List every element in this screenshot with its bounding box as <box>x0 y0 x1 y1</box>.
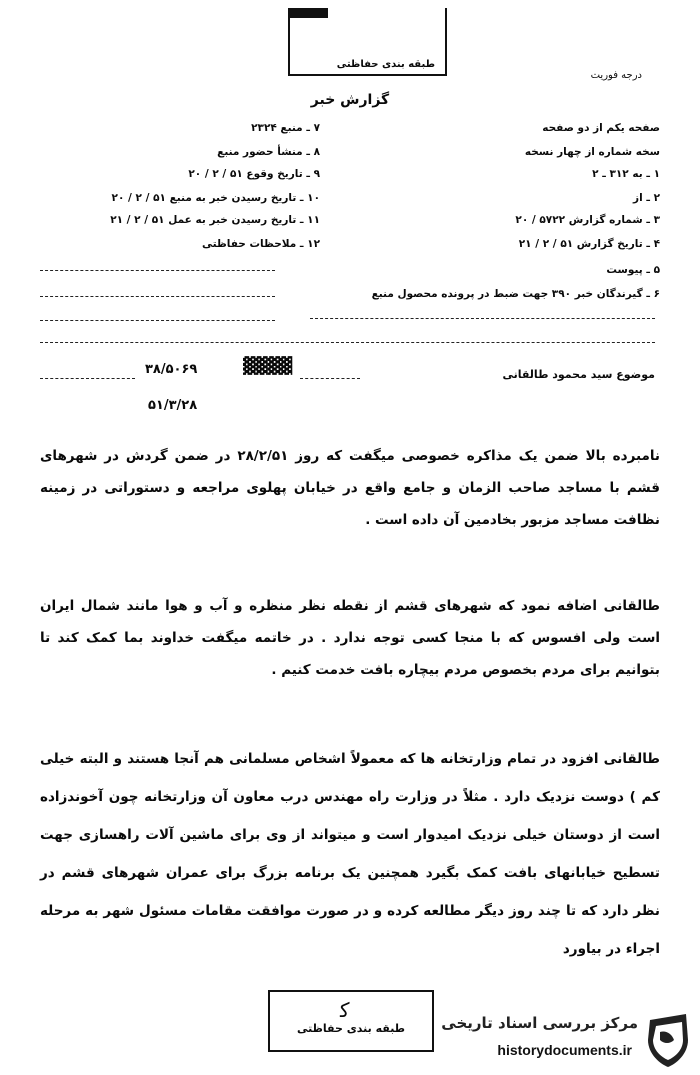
watermark-text-fa: مرکز بررسی اسناد تاریخی <box>441 1014 638 1032</box>
field-label: ۱۱ ـ تاریخ رسیدن خبر به عمل <box>168 214 320 226</box>
header-field-report-date <box>519 238 660 250</box>
field-label: ۱۰ ـ تاریخ رسیدن خبر به منبع <box>169 192 320 204</box>
header-field-from <box>633 192 660 204</box>
body-paragraph-3: طالقانی افزود در تمام وزارتخانه ها که معمولاً اشخاص مسلمانی هم آنجا هستند و البته خیلی کم ) دوست نزدیک دارد . مثلاً در وزارت راه مهندس درب معاون آن وزارتخانه چون آخوندزاده است از دوستان خیلی نزدیک امیدوار است و میتواند از وی برای ماشین آلات راهسازی جهت تسطیح خیابانهای بافت کمک بگیرد همچنین یک برنامه بزرگ برای عمران شهرهای قشم در نظر دارد که تا چند روز دیگر مطالعه کرده و در صورت موافقت مقامات مسئول شهر به مرحله اجراء در بیاورد <box>40 751 660 957</box>
blank-line <box>300 378 360 379</box>
separator-line <box>40 342 655 343</box>
field-value: ۵۱ / ۲ / ۲۱ <box>110 214 165 226</box>
report-title: گزارش خبر <box>310 92 390 108</box>
watermark-text-en: historydocuments.ir <box>497 1042 632 1058</box>
field-label: ۵ ـ پیوست <box>606 264 660 276</box>
field-label: ۹ ـ تاریخ وقوع <box>246 168 320 180</box>
priority-label: درجه فوریت <box>590 70 642 81</box>
header-field-received-source <box>112 192 320 204</box>
field-value: ۵۷۲۲ / ۲۰ <box>515 214 566 226</box>
field-value: ۵۱ / ۲ / ۲۰ <box>111 192 166 204</box>
field-value: ۲۳۲۴ <box>251 122 277 134</box>
field-label: ۱۲ ـ ملاحظات حفاظتی <box>201 238 320 250</box>
blank-line <box>40 378 135 379</box>
field-label: ۳ ـ شماره گزارش <box>568 214 660 226</box>
field-value: ۵۱ / ۲ / ۲۱ <box>518 238 574 250</box>
header-field-origin <box>217 146 320 158</box>
header-field-to <box>592 168 660 180</box>
field-label: ۴ ـ تاریخ گزارش <box>576 238 660 250</box>
document-date: ۵۱/۳/۲۸ <box>148 398 198 413</box>
subject-line <box>503 368 656 381</box>
field-label: ۷ ـ منبع <box>280 122 320 134</box>
subject-value: سید محمود طالقانی <box>502 368 613 381</box>
field-value: ۳۱۲ ـ ۲ <box>592 168 629 180</box>
bottom-stamp-label: طبقه بندی حفاظتی <box>296 1022 406 1035</box>
stamp-label: طبقه بندی حفاظتی <box>336 59 435 70</box>
field-value: ۵۱ / ۲ / ۲۰ <box>188 168 243 180</box>
body-paragraph-2: طالقانی اضافه نمود که شهرهای قشم از نقطه نظر منظره و آب و هوا مانند شمال ایران است ولی افسوس که با منجا کسی توجه ندارد . در خاتمه میگفت خداوند بما کمک کند تا بتوانیم برای مردم بخصوص مردم بیچاره بافت خدمت کنیم . <box>40 598 660 678</box>
field-label: صفحه یکم <box>606 122 660 134</box>
field-label: ۱ ـ به <box>632 168 660 180</box>
body-paragraph-1: نامبرده بالا ضمن یک مذاکره خصوصی میگفت که روز ۲۸/۲/۵۱ در ضمن گردش در شهرهای قشم با مساجد صاحب الزمان و جامع واقع در خیابان پهلوی مراجعه و دستوراتی در زمینه نظافت مساجد مزبور بخادمین آن داده است . <box>40 448 660 528</box>
signature-mark: ﮐ <box>340 998 350 1022</box>
redaction-mark: ▓▓▓▓ <box>243 356 293 375</box>
field-label: ۶ ـ گیرندگان خبر <box>574 288 660 300</box>
field-value: حضور منبع <box>217 146 274 158</box>
subject-label: موضوع <box>616 368 655 381</box>
header-field-received-operation <box>110 214 320 226</box>
header-field-attachment <box>606 264 660 276</box>
document-number: ۳۸/۵۰۶۹ <box>145 362 198 377</box>
header-field-source <box>251 122 320 134</box>
field-label: ۲ ـ از <box>633 192 660 204</box>
header-field-security-notes <box>202 238 320 250</box>
header-field-report-number <box>515 214 660 226</box>
field-label: سخه شماره <box>598 146 660 158</box>
watermark-logo <box>435 1000 700 1075</box>
blank-line <box>310 318 655 319</box>
header-field-recipients <box>372 288 660 300</box>
field-value: از دو صفحه <box>542 122 603 134</box>
blank-line <box>40 270 275 271</box>
classification-stamp <box>288 8 447 76</box>
archive-emblem-icon <box>642 1010 694 1070</box>
field-label: ۸ ـ منشأ <box>277 146 320 158</box>
header-field-occurrence-date <box>188 168 320 180</box>
header-field-copy <box>525 146 660 158</box>
field-value: از چهار نسخه <box>524 146 595 158</box>
header-field-page <box>542 122 660 134</box>
blank-line <box>40 320 275 321</box>
field-value: ۳۹۰ جهت ضبط در پرونده محصول منبع <box>371 288 572 300</box>
stamp-bar <box>288 8 328 18</box>
bottom-classification-stamp <box>268 990 434 1052</box>
blank-line <box>40 296 275 297</box>
